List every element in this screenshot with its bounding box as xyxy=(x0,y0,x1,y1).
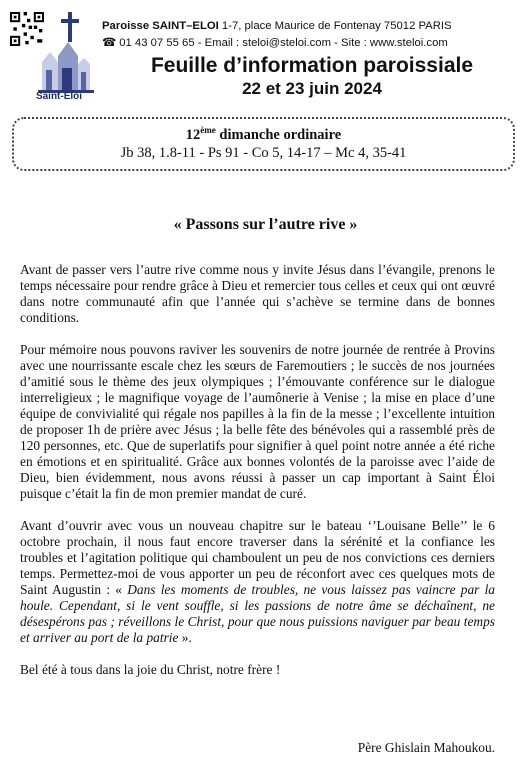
parish-address: 1-7, place Maurice de Fontenay 75012 PARIS xyxy=(218,20,452,32)
parish-name: Paroisse SAINT–ELOI xyxy=(102,20,219,32)
paragraph-2: Pour mémoire nous pouvons raviver les souvenirs de notre journée de rentrée à Provins avec une nourrissante escale chez les sœurs de Faremoutiers ; le succès de nos journées d’amitié sous le thème des jeux olympiques ; l’émouvante conférence sur le dialogue interreligieux ; le magnifique voyage de l’aumônerie à Venise ; la mise en place d’une équipe de convivialité qui régale nos papilles à la fin de la messe ; l’excellente intuition de proposer 1h de prière avec Jésus ; la belle fête des bénévoles qui a rassemblé près de 120 personnes, etc. Que de superlatifs pour signifier à quel point notre année a été riche en émotions et en spiritualité. Grâce aux bonnes volontés de la paroisse avec l’aide de Dieu, bien évidemment, nous avons réussi à passer un cap important à Saint Éloi puisque c’était la fin de mon premier mandat de curé. xyxy=(20,342,495,501)
paragraph-1: Avant de passer vers l’autre rive comme nous y invite Jésus dans l’évangile, prenons le temps nécessaire pour rendre grâce à Dieu et remercier tous celles et ceux qui ont œuvré dans notre communauté afin que l’année qui s’achève se termine dans de bonnes conditions. xyxy=(20,262,495,325)
issue-date: 22 et 23 juin 2024 xyxy=(242,79,382,98)
liturgy-box xyxy=(12,117,515,171)
page-title: Feuille d’information paroissiale xyxy=(150,54,474,77)
liturgy-readings: Jb 38, 1.8-11 - Ps 91 - Co 5, 14-17 – Mc 4, 35-41 xyxy=(120,145,407,161)
paragraph-4: Bel été à tous dans la joie du Christ, notre frère ! xyxy=(20,662,281,677)
paragraph-3: Avant d’ouvrir avec vous un nouveau chapitre sur le bateau ‘’Louisane Belle’’ le 6 octobre prochain, il nous faut encore traverser dans la sérénité et la confiance les troubles et l’agitation politique qui chamboulent un peu de nos convictions ces derniers temps. Permettez-moi de vous apporter un peu de réconfort avec ces quelques mots de Saint Augustin : « Dans les moments de troubles, ne vous laissez pas vaincre par la houle. Cependant, si le vent souffle, si les passions de notre âme se déchaînent, ne désespérons pas ; réveillons le Christ, pour que nous puissions naviguer par beau temps et arriver au port de la patrie ». xyxy=(20,518,495,645)
parish-header-line xyxy=(102,20,522,32)
phone-icon: ☎ xyxy=(102,37,117,49)
article-body xyxy=(20,262,495,694)
contact-info: 01 43 07 55 65 - Email : steloi@steloi.com - Site : www.steloi.com xyxy=(119,37,448,49)
article-title: « Passons sur l’autre rive » xyxy=(173,216,358,233)
augustine-quote: Dans les moments de troubles, ne vous laissez pas vaincre par la houle. Cependant, si le vent souffle, si les passions de notre âme se déchaînent, ne désespérons pas ; réveillons le Christ, pour que nous puissions naviguer par beau temps et arriver au port de la patrie xyxy=(20,582,495,645)
logo-text: Saint-Éloi xyxy=(35,91,83,102)
liturgy-sunday: 12ème dimanche ordinaire xyxy=(185,125,342,143)
contact-line xyxy=(102,36,522,49)
signature: Père Ghislain Mahoukou. xyxy=(357,740,495,755)
